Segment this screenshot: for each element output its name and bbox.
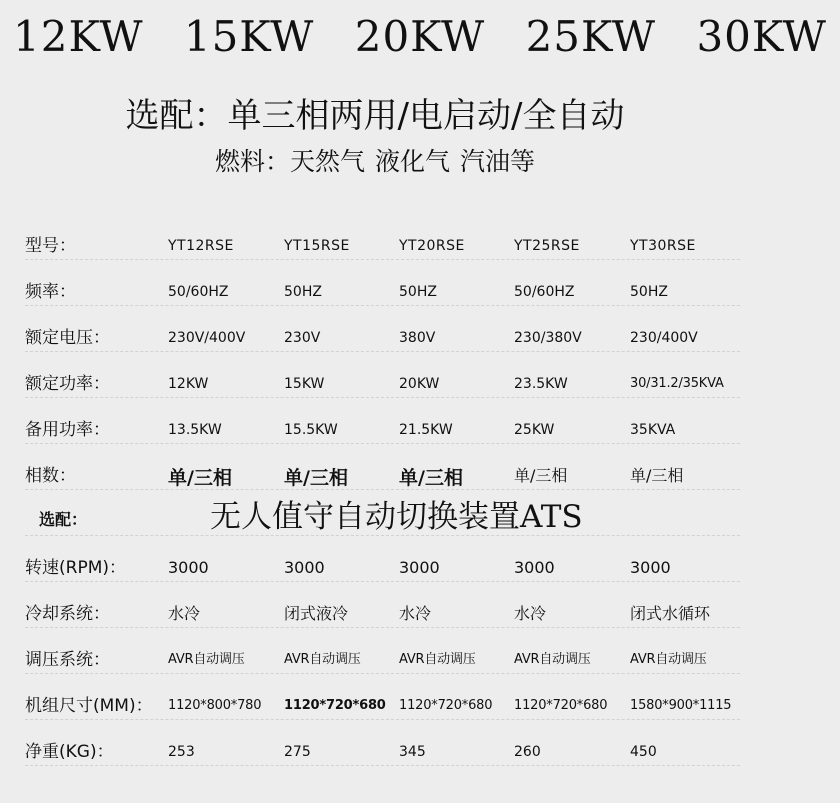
table-cell: 1120*720*680 — [514, 698, 608, 713]
table-cell: 230V/400V — [168, 330, 246, 346]
table-cell: 水冷 — [168, 604, 201, 623]
options-subtitle: 选配：单三相两用/电启动/全自动 — [125, 96, 625, 136]
table-cell: YT30RSE — [630, 238, 696, 254]
table-cell: 1120*720*680 — [399, 698, 493, 713]
table-cell: 1120*800*780 — [168, 698, 262, 713]
table-row-weight — [25, 720, 740, 766]
row-label: 选配： — [39, 510, 88, 529]
row-label: 型号： — [25, 236, 76, 256]
table-cell: AVR自动调压 — [630, 652, 707, 667]
table-cell: 水冷 — [514, 604, 547, 623]
table-cell: 13.5KW — [168, 422, 222, 438]
power-options-title — [0, 12, 827, 61]
table-cell: AVR自动调压 — [284, 652, 361, 667]
table-cell: 450 — [630, 744, 657, 760]
table-cell: AVR自动调压 — [399, 652, 476, 667]
option-value: 无人值守自动切换装置ATS — [210, 499, 583, 535]
table-cell: 50HZ — [630, 284, 668, 300]
table-cell: YT25RSE — [514, 238, 580, 254]
table-cell: 15.5KW — [284, 422, 338, 438]
table-row-regulation — [25, 628, 740, 674]
table-row-rated-power — [25, 352, 740, 398]
table-cell: 380V — [399, 330, 436, 346]
table-cell: 闭式液冷 — [284, 604, 349, 623]
table-cell: 单/三相 — [284, 467, 348, 489]
table-cell: 23.5KW — [514, 376, 568, 392]
fuel-label: 燃料： — [214, 147, 290, 176]
row-label: 净重(KG)： — [25, 742, 114, 762]
table-cell: 230/380V — [514, 330, 582, 346]
row-label: 调压系统： — [25, 650, 110, 670]
table-cell: 3000 — [284, 558, 325, 577]
table-cell: 253 — [168, 744, 195, 760]
power-option: 20KW — [354, 12, 486, 61]
table-row-phases — [25, 444, 740, 490]
row-label: 相数： — [25, 466, 76, 486]
table-cell: 1120*720*680 — [284, 698, 386, 713]
fuel-item: 液化气 — [375, 147, 451, 176]
table-cell: 345 — [399, 744, 426, 760]
table-cell: 50/60HZ — [168, 284, 229, 300]
power-option: 25KW — [525, 12, 657, 61]
power-option: 30KW — [696, 12, 827, 61]
table-cell: 12KW — [168, 376, 209, 392]
row-label: 额定电压： — [25, 328, 110, 348]
table-cell: 水冷 — [399, 604, 432, 623]
table-cell: 单/三相 — [630, 466, 684, 485]
row-label: 转速(RPM)： — [25, 558, 126, 578]
table-cell: 50HZ — [284, 284, 322, 300]
table-cell: 230V — [284, 330, 321, 346]
table-cell: 25KW — [514, 422, 555, 438]
table-cell: 260 — [514, 744, 541, 760]
table-row-option — [25, 490, 740, 536]
table-cell: 20KW — [399, 376, 440, 392]
table-cell: 3000 — [630, 558, 671, 577]
table-row-voltage — [25, 306, 740, 352]
fuel-item: 天然气 — [289, 147, 365, 176]
table-cell: 21.5KW — [399, 422, 453, 438]
table-row-model — [25, 214, 740, 260]
table-cell: 230/400V — [630, 330, 698, 346]
table-cell: 30/31.2/35KVA — [630, 376, 724, 391]
table-cell: 50/60HZ — [514, 284, 575, 300]
table-cell: 单/三相 — [168, 467, 232, 489]
fuel-item: 汽油等 — [460, 147, 536, 176]
table-cell: YT12RSE — [168, 238, 234, 254]
spec-table — [25, 214, 740, 766]
table-row-frequency — [25, 260, 740, 306]
row-label: 备用功率： — [25, 420, 110, 440]
row-label: 机组尺寸(MM)： — [25, 696, 153, 716]
table-cell: YT15RSE — [284, 238, 350, 254]
table-cell: 单/三相 — [514, 466, 568, 485]
power-option: 12KW — [13, 12, 144, 61]
table-cell: AVR自动调压 — [514, 652, 591, 667]
table-cell: 35KVA — [630, 422, 676, 438]
row-label: 频率： — [25, 282, 76, 302]
table-cell: 单/三相 — [399, 467, 463, 489]
table-row-standby-power — [25, 398, 740, 444]
table-cell: 1580*900*1115 — [630, 698, 732, 713]
table-cell: YT20RSE — [399, 238, 465, 254]
power-option: 15KW — [183, 12, 315, 61]
row-label: 额定功率： — [25, 374, 110, 394]
table-cell: 3000 — [168, 558, 209, 577]
table-cell: AVR自动调压 — [168, 652, 245, 667]
table-row-dimensions — [25, 674, 740, 720]
table-row-speed — [25, 536, 740, 582]
table-cell: 15KW — [284, 376, 325, 392]
table-cell: 3000 — [514, 558, 555, 577]
table-row-cooling — [25, 582, 740, 628]
table-cell: 3000 — [399, 558, 440, 577]
table-cell: 闭式水循环 — [630, 604, 711, 623]
table-cell: 275 — [284, 744, 311, 760]
fuel-line — [0, 142, 750, 178]
row-label: 冷却系统： — [25, 604, 110, 624]
table-cell: 50HZ — [399, 284, 437, 300]
